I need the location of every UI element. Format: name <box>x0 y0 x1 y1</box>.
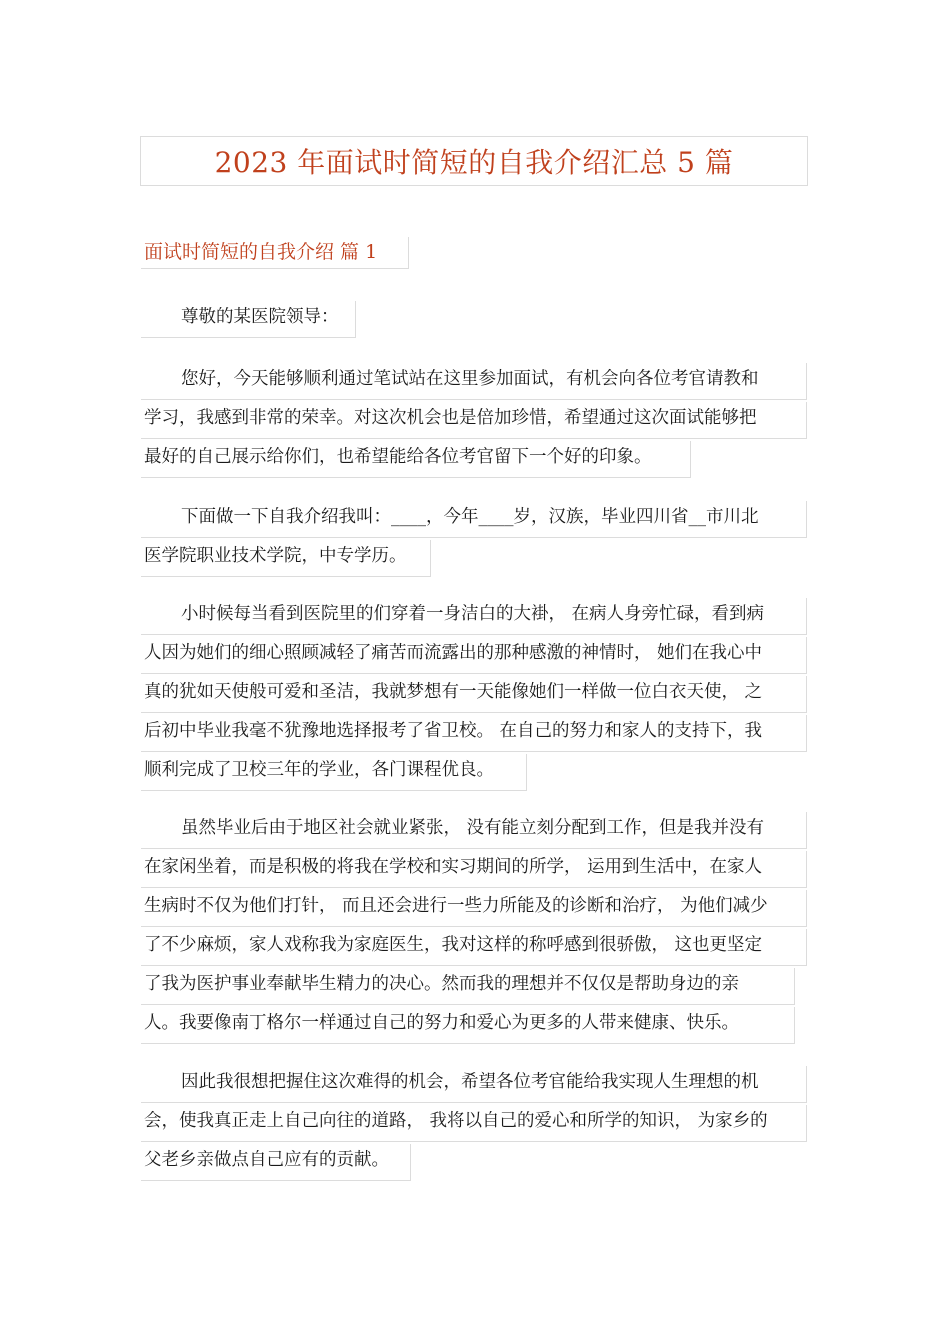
greeting-line: 尊敬的某医院领导： <box>141 301 356 338</box>
document-title-box <box>140 136 808 186</box>
section-heading: 面试时简短的自我介绍 篇 1 <box>141 237 409 269</box>
paragraph-4-line: 了不少麻烦，家人戏称我为家庭医生，我对这样的称呼感到很骄傲， 这也更坚定 <box>141 929 807 966</box>
document-title: 2023 年面试时简短的自我介绍汇总 5 篇 <box>214 146 734 179</box>
paragraph-3-line: 真的犹如天使般可爱和圣洁，我就梦想有一天能像她们一样做一位白衣天使， 之 <box>141 676 807 713</box>
paragraph-3-line: 小时候每当看到医院里的们穿着一身洁白的大褂， 在病人身旁忙碌，看到病 <box>141 598 807 635</box>
paragraph-4-line: 在家闲坐着，而是积极的将我在学校和实习期间的所学， 运用到生活中，在家人 <box>141 851 807 888</box>
paragraph-1-line: 您好，今天能够顺利通过笔试站在这里参加面试，有机会向各位考官请教和 <box>141 363 807 400</box>
paragraph-4-line: 了我为医护事业奉献毕生精力的决心。然而我的理想并不仅仅是帮助身边的亲 <box>141 968 795 1005</box>
paragraph-3-line: 后初中毕业我毫不犹豫地选择报考了省卫校。 在自己的努力和家人的支持下，我 <box>141 715 807 752</box>
paragraph-2-line: 医学院职业技术学院，中专学历。 <box>141 540 431 577</box>
paragraph-4-line: 生病时不仅为他们打针， 而且还会进行一些力所能及的诊断和治疗， 为他们减少 <box>141 890 807 927</box>
paragraph-5-line: 父老乡亲做点自己应有的贡献。 <box>141 1144 411 1181</box>
paragraph-3-line: 人因为她们的细心照顾减轻了痛苦而流露出的那种感激的神情时， 她们在我心中 <box>141 637 807 674</box>
paragraph-1-line: 最好的自己展示给你们，也希望能给各位考官留下一个好的印象。 <box>141 441 691 478</box>
paragraph-1-line: 学习，我感到非常的荣幸。对这次机会也是倍加珍惜，希望通过这次面试能够把 <box>141 402 807 439</box>
paragraph-2-line: 下面做一下自我介绍我叫：____，今年____岁，汉族，毕业四川省__市川北 <box>141 501 807 538</box>
paragraph-4-line: 虽然毕业后由于地区社会就业紧张， 没有能立刻分配到工作，但是我并没有 <box>141 812 807 849</box>
paragraph-5-line: 因此我很想把握住这次难得的机会，希望各位考官能给我实现人生理想的机 <box>141 1066 807 1103</box>
paragraph-4-line: 人。我要像南丁格尔一样通过自己的努力和爱心为更多的人带来健康、快乐。 <box>141 1007 795 1044</box>
paragraph-3-line: 顺利完成了卫校三年的学业，各门课程优良。 <box>141 754 527 791</box>
paragraph-5-line: 会，使我真正走上自己向往的道路， 我将以自己的爱心和所学的知识， 为家乡的 <box>141 1105 807 1142</box>
